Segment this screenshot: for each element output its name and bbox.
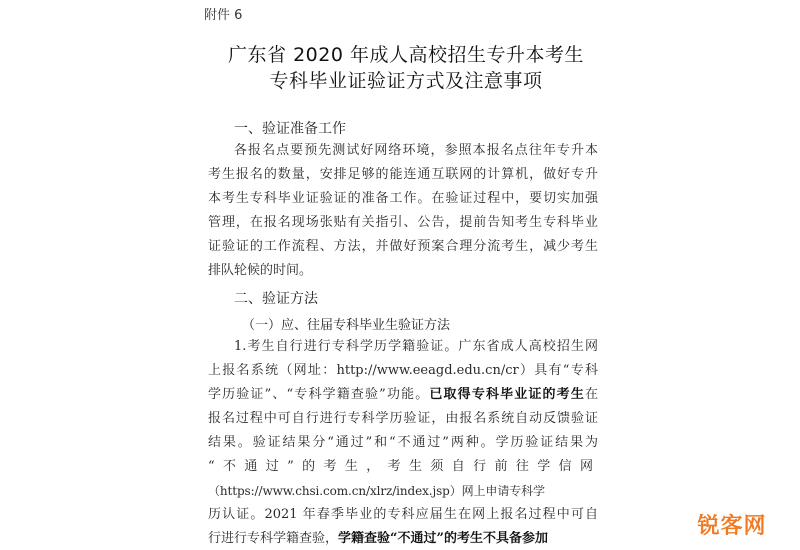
paragraph-line — [208, 435, 598, 451]
paragraph-line: 管理，在报名现场张贴有关指引、公告，提前告知考生专科毕业 — [208, 215, 598, 230]
line-text: 1.考生自行进行专科学历学籍验证。广东省成人高校招生网 — [234, 339, 598, 354]
section-2-subheading: （一）应、往届专科毕业生验证方法 — [242, 318, 451, 333]
line-text: 行进行专科学籍查验， — [208, 531, 339, 546]
line-text: 在 — [584, 387, 598, 402]
paragraph-line — [208, 363, 598, 379]
paragraph-line — [208, 531, 598, 547]
bold-emphasis: 学籍查验“不通过”的考生不具备参加 — [338, 531, 548, 546]
paragraph-line — [208, 411, 598, 427]
line-text: 结果。验证结果分“通过”和“不通过”两种。学历验证结果为 — [208, 435, 598, 450]
paragraph-line: 证验证的工作流程、方法，并做好预案合理分流考生，减少考生 — [208, 239, 598, 254]
site-watermark-logo: 锐客网 — [697, 514, 767, 539]
document-title-line-1: 广东省 2020 年成人高校招生专升本考生 — [228, 44, 584, 66]
paragraph-line: 考生报名的数量，安排足够的能连通互联网的计算机，做好专升 — [208, 167, 598, 182]
line-text: 历认证。2021 年春季毕业的专科应届生在网上报名过程中可自 — [208, 507, 598, 522]
document-title-line-2: 专科毕业证验证方式及注意事项 — [269, 70, 543, 92]
line-text: 学历验证”、“专科学籍查验”功能。 — [208, 387, 430, 402]
paragraph-line — [208, 483, 598, 499]
section-2-heading: 二、验证方法 — [234, 291, 318, 307]
paragraph-line — [208, 459, 598, 475]
paragraph-line: 各报名点要预先测试好网络环境，参照本报名点往年专升本 — [234, 143, 598, 158]
line-text: “不通过”的考生，考生须自行前往学信网 — [208, 459, 598, 474]
section-1-heading: 一、验证准备工作 — [234, 121, 346, 137]
paragraph-line — [208, 387, 598, 403]
attachment-label: 附件 6 — [204, 8, 243, 23]
paragraph-line: 本考生专科毕业证验证的准备工作。在验证过程中，要切实加强 — [208, 191, 598, 206]
paragraph-line — [208, 507, 598, 523]
line-text: 上报名系统（网址：http://www.eeagd.edu.cn/cr）具有“专科 — [208, 363, 598, 378]
paragraph-line: 排队轮候的时间。 — [208, 263, 313, 278]
line-text: 报名过程中可自行进行专科学历验证，由报名系统自动反馈验证 — [208, 411, 598, 426]
paragraph-line — [234, 339, 598, 355]
line-text: （https://www.chsi.com.cn/xlrz/index.jsp）网上申请专科学 — [208, 484, 545, 498]
bold-emphasis: 已取得专科毕业证的考生 — [429, 387, 585, 402]
